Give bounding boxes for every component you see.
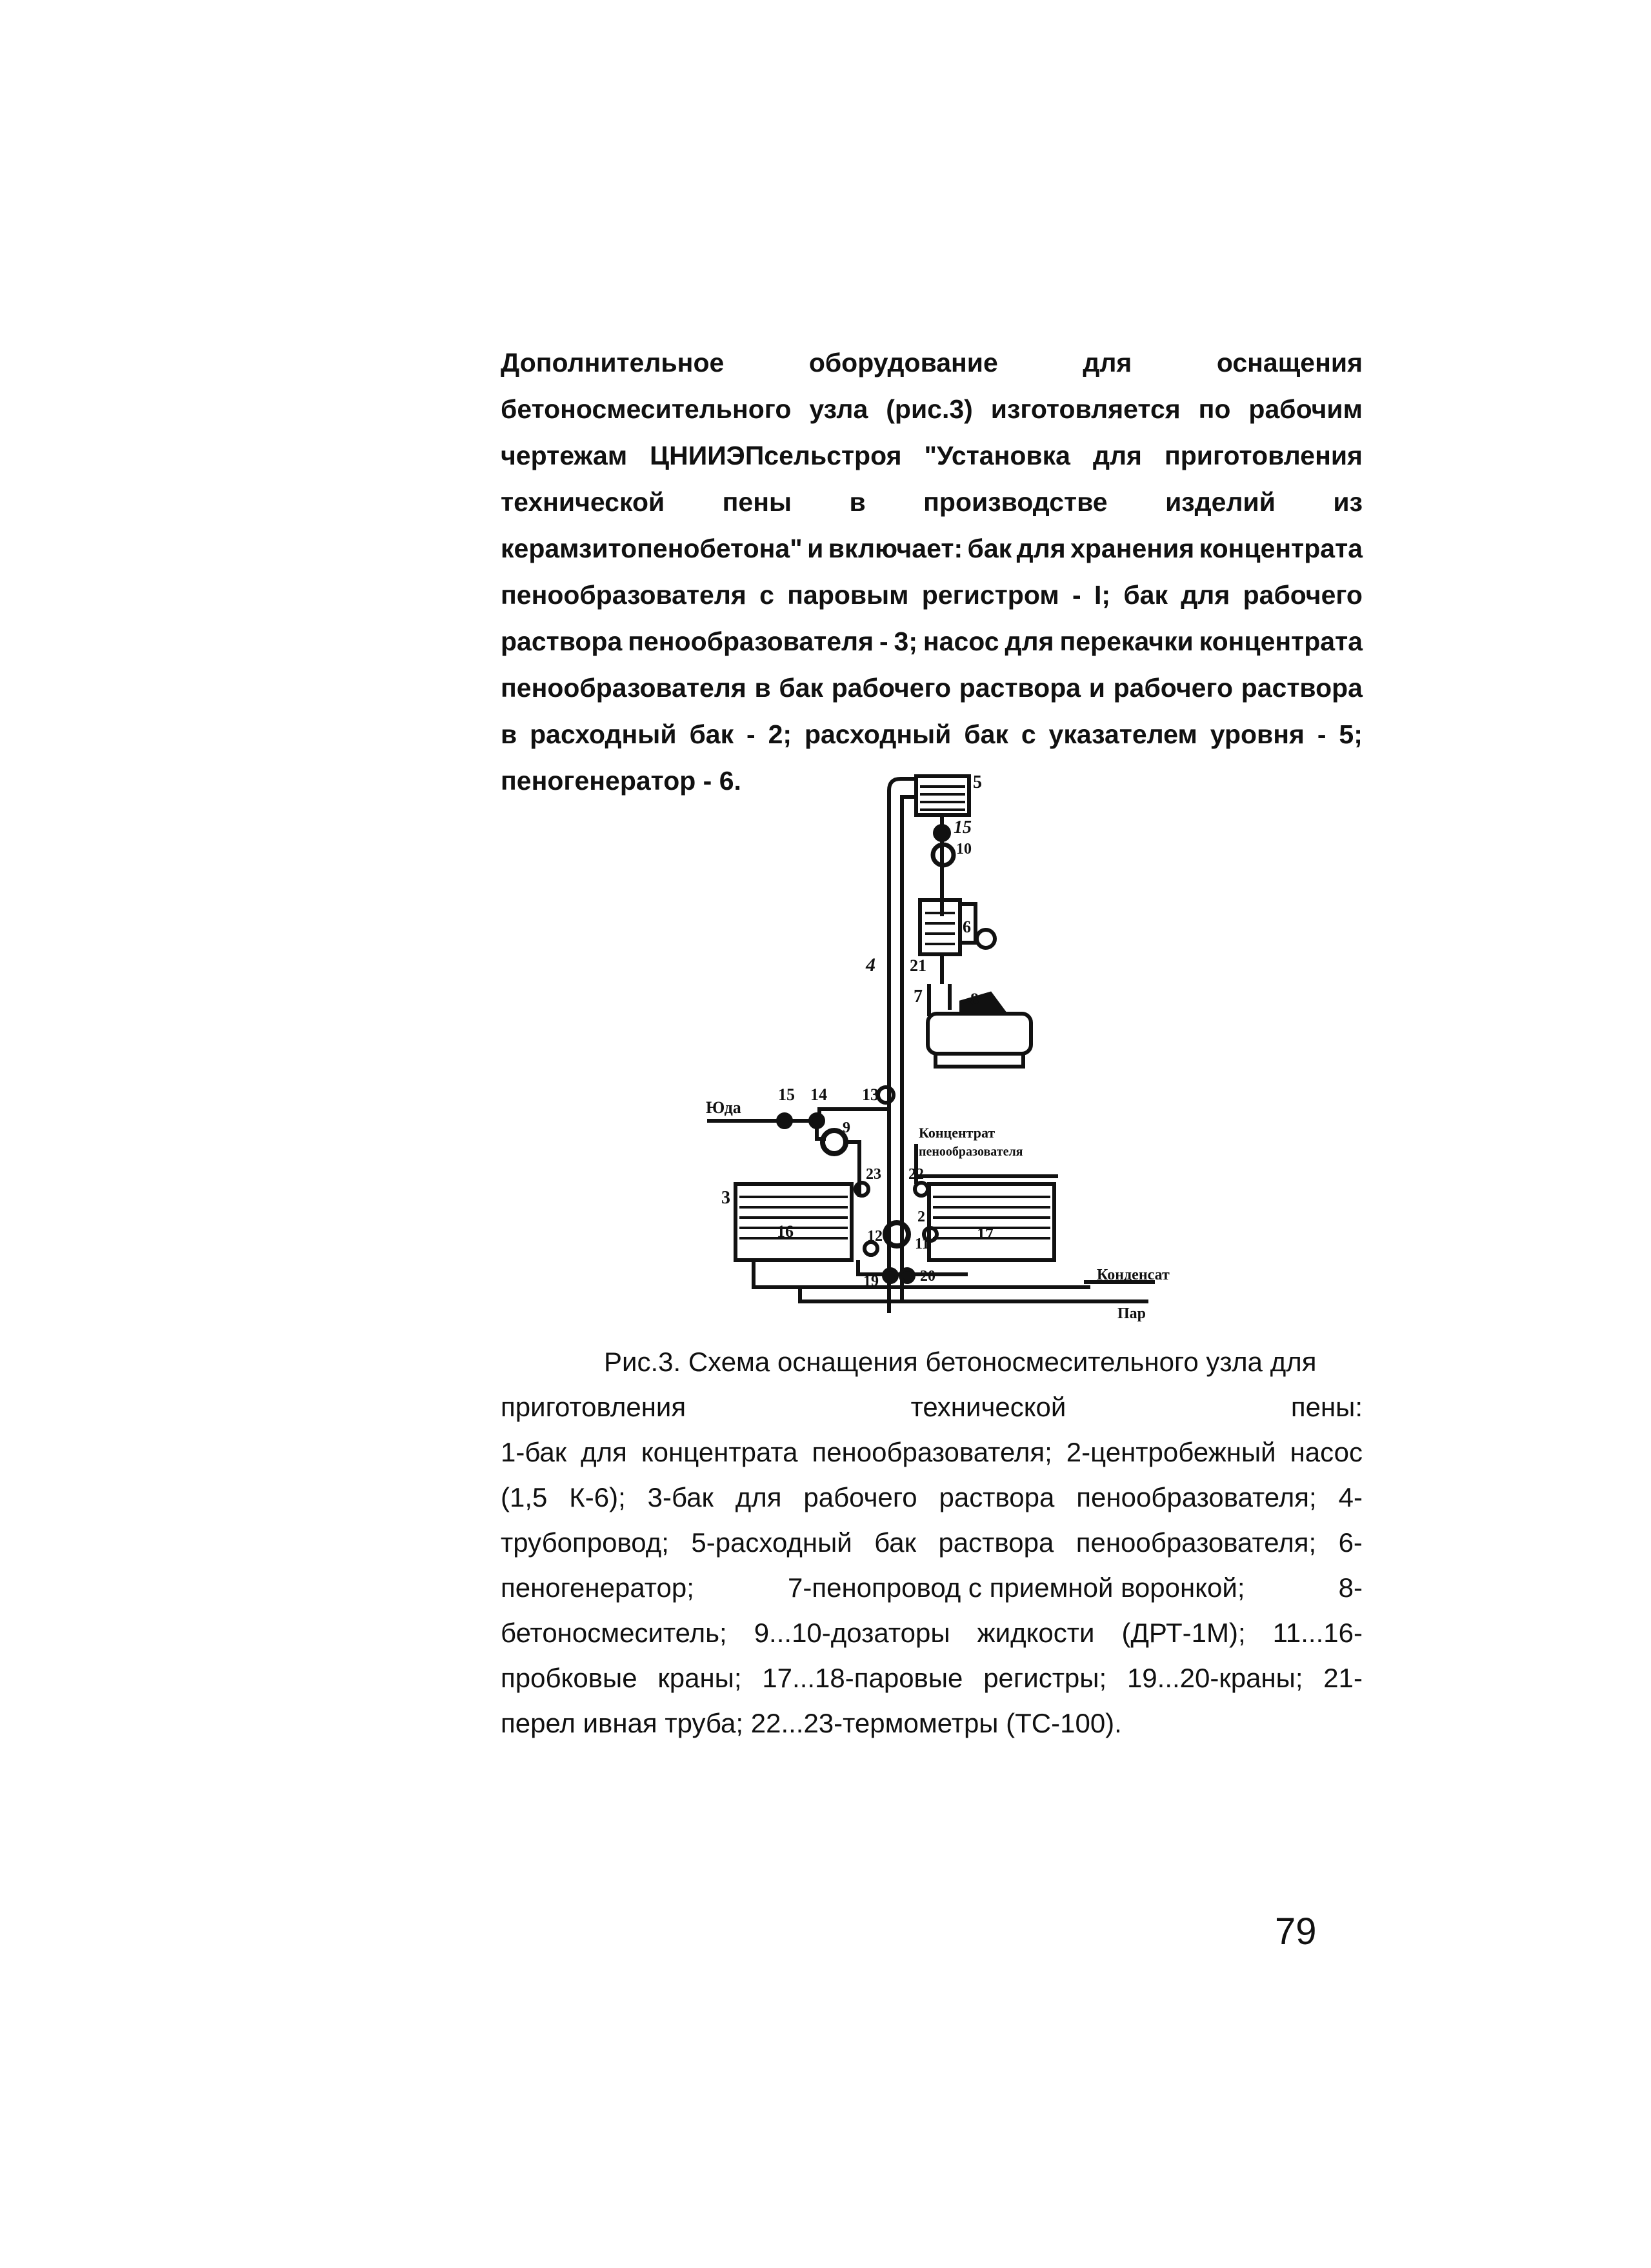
tank-1 — [929, 1184, 1054, 1260]
word: 11...16- — [1272, 1618, 1363, 1648]
word: концентрата — [1199, 627, 1363, 656]
word: пробковые — [501, 1663, 637, 1693]
word: 5; — [1339, 719, 1363, 749]
word: - — [1317, 719, 1326, 749]
label-7: 7 — [914, 987, 923, 1007]
body-paragraph — [501, 339, 1363, 804]
label-22: 22 — [908, 1166, 924, 1183]
label-19: 19 — [863, 1273, 879, 1290]
label-17: 17 — [977, 1225, 994, 1243]
word: К-6); — [569, 1482, 626, 1512]
word: изделий — [1165, 487, 1276, 517]
word: пенообразователя — [628, 627, 874, 656]
word: и — [1088, 673, 1105, 703]
word: хранения — [1070, 534, 1195, 563]
concrete-mixer-8 — [928, 1014, 1031, 1054]
label-3: 3 — [721, 1188, 730, 1208]
label-koncentrat-2: пенообразователя — [919, 1145, 1023, 1159]
word: технической — [910, 1392, 1066, 1422]
word: концентрата — [641, 1437, 798, 1467]
paragraph-line — [501, 339, 1363, 386]
word: изготовляется — [990, 394, 1181, 424]
word: оснащения — [1216, 348, 1363, 377]
word: краны; — [657, 1663, 742, 1693]
word: по — [1198, 394, 1231, 424]
label-20: 20 — [920, 1268, 936, 1285]
label-5: 5 — [973, 772, 982, 792]
word: оборудование — [808, 348, 998, 377]
word: в — [754, 673, 771, 703]
word: 4- — [1338, 1482, 1363, 1512]
word: 8- — [1338, 1572, 1363, 1603]
word: керамзитопенобетона" — [501, 534, 803, 563]
word: рабочего — [1243, 580, 1363, 610]
caption-line — [501, 1701, 1363, 1746]
paragraph-line — [501, 711, 1363, 758]
word: бак — [964, 719, 1008, 749]
word: узла — [809, 394, 868, 424]
paragraph-line — [501, 525, 1363, 572]
word: - — [879, 627, 888, 656]
word: чертежам — [501, 441, 628, 470]
word: для — [1016, 534, 1066, 563]
word: насос — [1290, 1437, 1363, 1467]
label-2: 2 — [917, 1209, 925, 1225]
word: 5-расходный — [691, 1527, 852, 1558]
paragraph-line — [501, 479, 1363, 525]
word: пеногенератор - 6. — [501, 766, 741, 796]
label-23: 23 — [866, 1166, 881, 1183]
word: бетоносмесительного — [501, 394, 792, 424]
word: для — [1005, 627, 1054, 656]
word: регистром — [921, 580, 1059, 610]
word: пенообразователя; — [1076, 1482, 1317, 1512]
mixer-funnel-8 — [961, 994, 1003, 1011]
word: 9...10-дозаторы — [754, 1618, 950, 1648]
word: приготовления — [501, 1392, 686, 1422]
word: 7-пенопровод с приемной воронкой; — [788, 1572, 1245, 1603]
word: раствора — [938, 1527, 1054, 1558]
word: для — [1181, 580, 1230, 610]
word: паровым — [787, 580, 909, 610]
scheme-drawing — [697, 771, 1174, 1339]
caption-line — [501, 1475, 1363, 1520]
word: пенообразователя — [501, 673, 746, 703]
word: пенообразователя; — [812, 1437, 1052, 1467]
label-15: 15 — [778, 1085, 795, 1104]
word: и — [807, 534, 824, 563]
word: приготовления — [1164, 441, 1363, 470]
word: 2; — [768, 719, 792, 749]
word: ЦНИИЭПсельстроя — [650, 441, 902, 470]
word: бак — [779, 673, 824, 703]
word: для — [735, 1482, 782, 1512]
word: (ДРТ-1М); — [1121, 1618, 1246, 1648]
label-4: 4 — [866, 954, 876, 976]
label-12: 12 — [867, 1228, 883, 1245]
label-21: 21 — [910, 956, 926, 975]
word: 1-бак — [501, 1437, 567, 1467]
paragraph-line — [501, 386, 1363, 432]
word: пенообразователя — [501, 580, 746, 610]
word: I; — [1094, 580, 1110, 610]
steam-line — [800, 1287, 1110, 1301]
word: бак — [1123, 580, 1168, 610]
word: 17...18-паровые — [762, 1663, 963, 1693]
label-16: 16 — [777, 1222, 794, 1241]
word: бетоносмеситель; — [501, 1618, 727, 1648]
word: указателем — [1048, 719, 1197, 749]
word: пеногенератор; — [501, 1572, 694, 1603]
word: с — [759, 580, 774, 610]
caption-line — [501, 1565, 1363, 1611]
word: (1,5 — [501, 1482, 548, 1512]
caption-line — [501, 1656, 1363, 1701]
label-9: 9 — [843, 1119, 850, 1136]
word: перел ивная труба; 22...23-термометры (ТС-100). — [501, 1708, 1122, 1738]
label-kondensat: Конденсат — [1097, 1267, 1170, 1283]
paragraph-line — [501, 618, 1363, 665]
label-10: 10 — [956, 841, 972, 858]
word: бак — [874, 1527, 916, 1558]
word: для — [1092, 441, 1142, 470]
word: уровня — [1210, 719, 1305, 749]
label-15-top: 15 — [954, 818, 972, 838]
caption-line — [501, 1385, 1363, 1430]
word: 3; — [894, 627, 917, 656]
word: регистры; — [983, 1663, 1107, 1693]
paragraph-line — [501, 432, 1363, 479]
word: раствора — [501, 627, 623, 656]
word: - — [746, 719, 755, 749]
word: рабочим — [1248, 394, 1363, 424]
caption-line — [501, 1340, 1363, 1385]
word: для — [1083, 348, 1132, 377]
word: раствора — [959, 673, 1081, 703]
label-par: Пар — [1117, 1305, 1146, 1322]
word: перекачки — [1059, 627, 1194, 656]
word: раствора — [939, 1482, 1055, 1512]
word: Дополнительное — [501, 348, 725, 377]
word: - — [1072, 580, 1081, 610]
label-14: 14 — [810, 1085, 827, 1104]
page-number: 79 — [1275, 1911, 1317, 1952]
word: рабочего — [831, 673, 952, 703]
word: с — [1021, 719, 1036, 749]
paragraph-line — [501, 572, 1363, 618]
word: насос — [923, 627, 999, 656]
label-11: 11 — [915, 1236, 930, 1252]
label-8: 8 — [970, 990, 979, 1009]
word: 21- — [1323, 1663, 1363, 1693]
word: расходный — [804, 719, 952, 749]
word: пены — [722, 487, 792, 517]
label-koncentrat-1: Концентрат — [919, 1125, 996, 1141]
word: рабочего — [1113, 673, 1234, 703]
word: 6- — [1338, 1527, 1363, 1558]
word: Рис.3. Схема оснащения бетоносмесительного узла для — [604, 1347, 1317, 1377]
word: бак — [967, 534, 1012, 563]
word: трубопровод; — [501, 1527, 669, 1558]
label-13: 13 — [862, 1085, 879, 1104]
word: бак — [689, 719, 734, 749]
word: производстве — [923, 487, 1108, 517]
word: расходный — [530, 719, 677, 749]
equipment-scheme-figure — [697, 771, 1174, 1339]
figure-caption — [501, 1340, 1363, 1746]
word: в — [849, 487, 866, 517]
word: в — [501, 719, 517, 749]
word: из — [1333, 487, 1363, 517]
caption-line — [501, 1520, 1363, 1565]
word: 3-бак — [647, 1482, 714, 1512]
word: (рис.3) — [886, 394, 973, 424]
word: "Установка — [924, 441, 1070, 470]
word: технической — [501, 487, 665, 517]
word: концентрата — [1199, 534, 1363, 563]
word: 19...20-краны; — [1126, 1663, 1303, 1693]
word: пены: — [1290, 1392, 1363, 1422]
label-6: 6 — [963, 918, 971, 936]
paragraph-line — [501, 665, 1363, 711]
caption-line — [501, 1430, 1363, 1475]
word: включает: — [828, 534, 963, 563]
word: для — [581, 1437, 627, 1467]
word: раствора — [1241, 673, 1363, 703]
label-voda: Юда — [706, 1098, 741, 1117]
tank-3 — [735, 1184, 852, 1260]
caption-line — [501, 1611, 1363, 1656]
word: 2-центробежный — [1066, 1437, 1276, 1467]
word: рабочего — [803, 1482, 917, 1512]
word: жидкости — [977, 1618, 1095, 1648]
word: пенообразователя; — [1076, 1527, 1317, 1558]
